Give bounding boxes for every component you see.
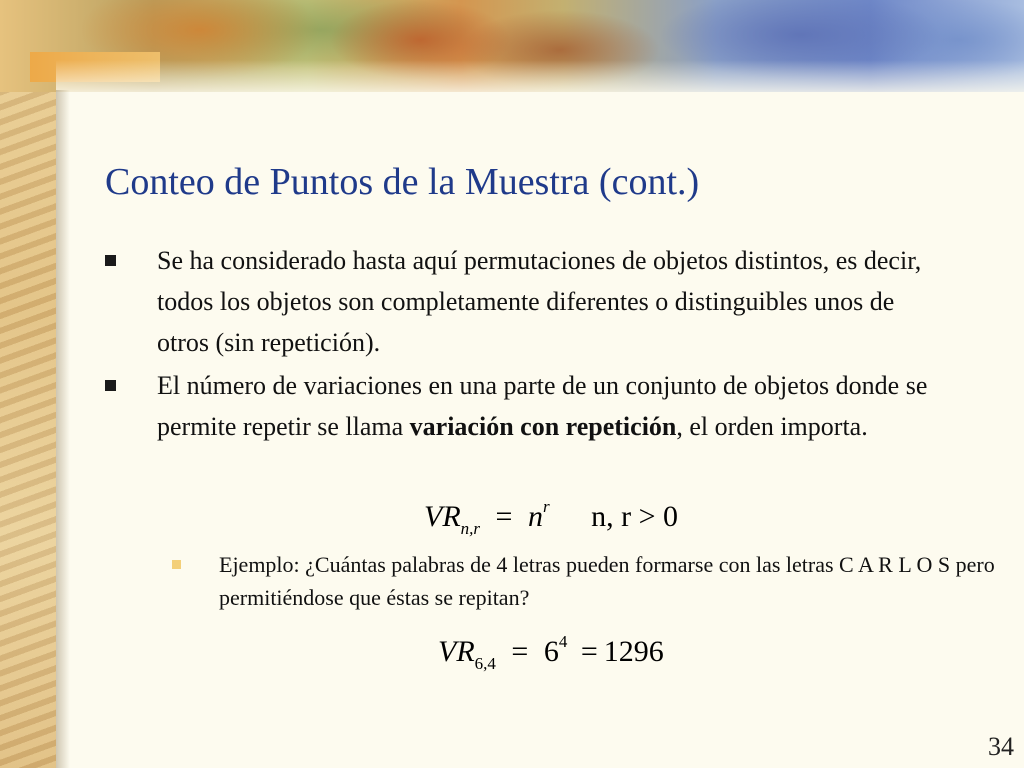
square-bullet-icon — [105, 380, 116, 391]
formula1-condition: n, r > 0 — [591, 500, 678, 533]
formula1-eq: = — [495, 500, 513, 533]
example-text: Ejemplo: ¿Cuántas palabras de 4 letras pueden formarse con las letras C A R L O S pero permitiéndose que éstas se repitan? — [219, 552, 995, 610]
bullet-text-2-after: , el orden importa. — [676, 412, 868, 441]
formula-variation-repetition — [424, 497, 678, 539]
formula1-lhs: VR — [424, 500, 461, 533]
page-number: 34 — [988, 732, 1014, 761]
formula2-result: 1296 — [603, 635, 664, 668]
formula-example — [438, 632, 664, 674]
square-sub-bullet-icon — [172, 560, 181, 569]
formula2-eq2: = — [580, 635, 598, 668]
formula2-eq1: = — [511, 635, 529, 668]
bullet-list — [105, 240, 935, 449]
bullet-text-2-before: El número de variaciones en una parte de un conjunto de objetos donde se permite repetir se llama — [157, 371, 928, 441]
formula2-base: 6 — [543, 635, 559, 668]
formula2-exp: 4 — [558, 632, 568, 651]
bullet-text-1: Se ha considerado hasta aquí permutaciones de objetos distintos, es decir, todos los objetos son completamente diferentes o distinguibles unos de otros (sin repetición). — [157, 246, 922, 357]
formula1-rhs-base: n — [527, 500, 543, 533]
slide-title: Conteo de Puntos de la Muestra (cont.) — [105, 161, 700, 203]
formula2-lhs-sub: 6,4 — [474, 654, 496, 673]
bullet-text-2-bold: variación con repetición — [409, 412, 677, 441]
square-bullet-icon — [105, 255, 116, 266]
formula1-lhs-sub: n,r — [460, 519, 481, 538]
formula2-lhs: VR — [438, 635, 475, 668]
bullet-item-1 — [105, 240, 935, 363]
bullet-item-2 — [105, 365, 935, 447]
formula1-rhs-exp: r — [542, 497, 550, 516]
example-item — [172, 548, 1024, 614]
